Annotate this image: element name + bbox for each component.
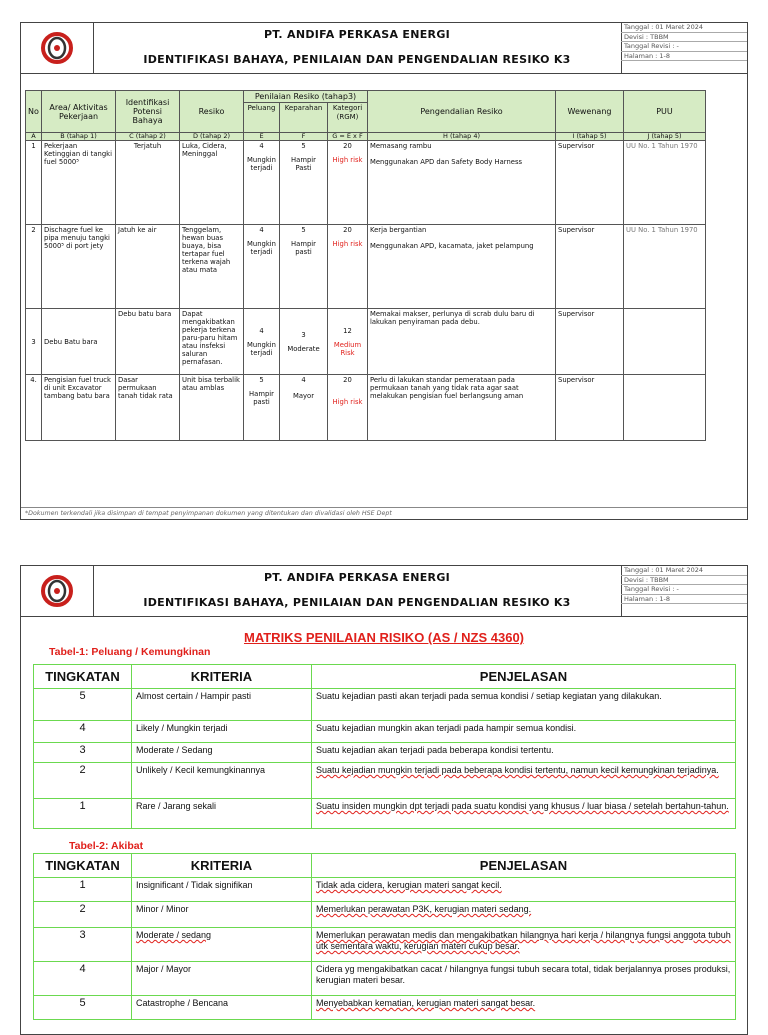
kategori-label: High risk	[332, 240, 363, 248]
cell-peluang	[244, 375, 280, 441]
table-row	[34, 878, 736, 902]
cell-level: 1	[34, 878, 132, 902]
cell-level: 5	[34, 689, 132, 721]
table-row	[34, 721, 736, 743]
step-label: D (tahap 2)	[180, 133, 244, 141]
cell-kriteria: Catastrophe / Bencana	[132, 996, 312, 1020]
table-row	[34, 763, 736, 799]
cell-keparahan	[280, 309, 328, 375]
step-label: E	[244, 133, 280, 141]
cell-bahaya: Dasar permukaan tanah tidak rata	[116, 375, 180, 441]
cell-level: 5	[34, 996, 132, 1020]
cell-penjelasan: Suatu kejadian mungkin akan terjadi pada hampir semua kondisi.	[312, 721, 736, 743]
peluang-value: 4	[259, 142, 264, 150]
cell-penjelasan: Suatu kejadian mungkin terjadi pada beberapa kondisi tertentu, namun kecil kemungkinan terjadinya.	[312, 763, 736, 799]
keparahan-label: Moderate	[287, 344, 320, 353]
cell-kriteria: Moderate / Sedang	[132, 743, 312, 763]
meta-date: Tanggal : 01 Maret 2024	[621, 23, 747, 33]
company-logo-icon	[40, 31, 74, 65]
matrix-title: MATRIKS PENILAIAN RISIKO (AS / NZS 4360)	[243, 630, 524, 645]
meta-revision-date: Tanggal Revisi : -	[621, 42, 747, 52]
step-label: J (tahap 5)	[624, 133, 706, 141]
document-title: IDENTIFIKASI BAHAYA, PENILAIAN DAN PENGENDALIAN RESIKO K3	[143, 53, 571, 66]
cell-kriteria: Rare / Jarang sekali	[132, 799, 312, 829]
step-label: C (tahap 2)	[116, 133, 180, 141]
kategori-value: 20	[343, 226, 352, 234]
cell-kriteria: Unlikely / Kecil kemungkinannya	[132, 763, 312, 799]
table-2-title: Tabel-2: Akibat	[69, 840, 144, 852]
document-title: IDENTIFIKASI BAHAYA, PENILAIAN DAN PENGENDALIAN RESIKO K3	[143, 596, 571, 609]
cell-resiko: Luka, Cidera, Meninggal	[180, 141, 244, 225]
cell-bahaya: Terjatuh	[116, 141, 180, 225]
document-meta	[621, 566, 747, 616]
footer-note: *Dokumen terkendali jika disimpan di tempat penyimpanan dokumen yang ditentukan dan divalidasi oleh HSE Dept	[25, 510, 392, 517]
cell-kriteria: Likely / Mungkin terjadi	[132, 721, 312, 743]
step-label: F	[280, 133, 328, 141]
pengendalian-line: Memasang rambu	[370, 142, 432, 150]
col-header-wewenang: Wewenang	[556, 91, 624, 133]
consequence-table	[33, 853, 736, 1020]
kategori-value: 20	[343, 142, 352, 150]
cell-wewenang: Supervisor	[556, 141, 624, 225]
col-header-resiko: Resiko	[180, 91, 244, 133]
table-row	[26, 375, 706, 441]
kategori-label: High risk	[332, 156, 363, 164]
company-logo	[21, 23, 94, 73]
keparahan-value: 5	[301, 142, 306, 150]
col-header-penilaian: Penilaian Resiko (tahap3)	[244, 91, 368, 103]
cell-level: 2	[34, 763, 132, 799]
keparahan-label: Hampir pasti	[291, 240, 316, 256]
keparahan-label: Hampir Pasti	[291, 156, 316, 172]
peluang-value: 5	[259, 376, 264, 384]
cell-puu: UU No. 1 Tahun 1970	[624, 225, 706, 309]
cell-keparahan	[280, 225, 328, 309]
pengendalian-line: Memakai makser, perlunya di scrab dulu baru di lakukan penyiraman pada debu.	[370, 310, 535, 326]
cell-penjelasan: Memerlukan perawatan P3K, kerugian materi sedang.	[312, 902, 736, 928]
pengendalian-line: Perlu di lakukan standar pemerataan pada permukaan tanah yang tidak rata agar saat melakukan pengisian fuel berlangsung aman	[370, 376, 524, 400]
cell-area: Dischagre fuel ke pipa menuju tangki 5000⁵ di port jety	[42, 225, 116, 309]
step-label: I (tahap 5)	[556, 133, 624, 141]
table-row	[34, 996, 736, 1020]
cell-pengendalian	[368, 375, 556, 441]
col-header-tingkatan: TINGKATAN	[34, 854, 132, 878]
cell-level: 3	[34, 743, 132, 763]
meta-division: Devisi : TBBM	[621, 33, 747, 43]
keparahan-value: 3	[301, 330, 306, 339]
cell-pengendalian	[368, 225, 556, 309]
keparahan-value: 5	[301, 226, 306, 234]
cell-resiko: Tenggelam, hewan buas buaya, bisa tertapar fuel terkena wajah atau mata	[180, 225, 244, 309]
cell-resiko: Unit bisa terbalik atau amblas	[180, 375, 244, 441]
cell-penjelasan: Suatu kejadian pasti akan terjadi pada semua kondisi / setiap kegiatan yang dilakukan.	[312, 689, 736, 721]
keparahan-value: 4	[301, 376, 306, 384]
meta-revision-date: Tanggal Revisi : -	[621, 585, 747, 595]
cell-kriteria: Major / Mayor	[132, 962, 312, 996]
cell-bahaya: Jatuh ke air	[116, 225, 180, 309]
table-row	[34, 928, 736, 962]
table-row	[34, 743, 736, 763]
col-header-kriteria: KRITERIA	[132, 854, 312, 878]
cell-peluang	[244, 225, 280, 309]
meta-page: Halaman : 1-8	[621, 595, 747, 605]
header-title-cell	[93, 23, 622, 73]
cell-kriteria: Minor / Minor	[132, 902, 312, 928]
cell-kategori	[328, 309, 368, 375]
cell-level: 1	[34, 799, 132, 829]
cell-level: 2	[34, 902, 132, 928]
document-header	[21, 23, 747, 74]
company-logo-icon	[40, 574, 74, 608]
step-label: G = E x F	[328, 133, 368, 141]
cell-penjelasan: Memerlukan perawatan medis dan mengakibatkan hilangnya hari kerja / hilangnya fungsi anggota tubuh utk sementara waktu, kerugian materi cukup besar.	[312, 928, 736, 962]
meta-date: Tanggal : 01 Maret 2024	[621, 566, 747, 576]
cell-level: 4	[34, 721, 132, 743]
document-header	[21, 566, 747, 617]
table-row	[34, 689, 736, 721]
col-header-area: Area/ Aktivitas Pekerjaan	[42, 91, 116, 133]
cell-peluang	[244, 141, 280, 225]
col-header-penjelasan: PENJELASAN	[312, 665, 736, 689]
pengendalian-line: Menggunakan APD dan Safety Body Harness	[370, 158, 523, 166]
kategori-label: High risk	[332, 398, 363, 406]
cell-no: 3	[26, 309, 42, 375]
col-header-keparahan: Keparahan	[280, 103, 328, 133]
table-row	[34, 902, 736, 928]
cell-penjelasan: Tidak ada cidera, kerugian materi sangat kecil.	[312, 878, 736, 902]
col-header-tingkatan: TINGKATAN	[34, 665, 132, 689]
cell-no: 1	[26, 141, 42, 225]
step-label: A	[26, 133, 42, 141]
meta-page: Halaman : 1-8	[621, 52, 747, 62]
table-1-title: Tabel-1: Peluang / Kemungkinan	[49, 646, 211, 658]
peluang-label: Hampir pasti	[249, 390, 274, 406]
pengendalian-line: Kerja bergantian	[370, 226, 427, 234]
peluang-value: 4	[259, 326, 264, 335]
cell-no: 2	[26, 225, 42, 309]
risk-assessment-table	[25, 90, 706, 441]
kategori-value: 20	[343, 376, 352, 384]
table-row	[34, 799, 736, 829]
cell-pengendalian	[368, 309, 556, 375]
cell-peluang	[244, 309, 280, 375]
cell-pengendalian	[368, 141, 556, 225]
cell-wewenang: Supervisor	[556, 225, 624, 309]
cell-kategori	[328, 225, 368, 309]
cell-area: Pengisian fuel truck di unit Excavator tambang batu bara	[42, 375, 116, 441]
peluang-value: 4	[259, 226, 264, 234]
cell-penjelasan: Cidera yg mengakibatkan cacat / hilangnya fungsi tubuh secara total, tidak berjalannya proses produksi, kerugian materi besar.	[312, 962, 736, 996]
cell-level: 4	[34, 962, 132, 996]
kategori-value: 12	[343, 326, 352, 335]
company-name: PT. ANDIFA PERKASA ENERGI	[263, 28, 451, 41]
cell-kriteria: Almost certain / Hampir pasti	[132, 689, 312, 721]
header-title-cell	[93, 566, 622, 616]
table-row	[26, 141, 706, 225]
col-header-penjelasan: PENJELASAN	[312, 854, 736, 878]
table-row	[26, 309, 706, 375]
table-row	[26, 225, 706, 309]
col-header-kriteria: KRITERIA	[132, 665, 312, 689]
keparahan-label: Mayor	[292, 392, 314, 400]
cell-penjelasan: Menyebabkan kematian, kerugian materi sangat besar.	[312, 996, 736, 1020]
meta-division: Devisi : TBBM	[621, 576, 747, 586]
cell-area: Pekerjaan Ketinggian di tangki fuel 5000⁵	[42, 141, 116, 225]
cell-bahaya: Debu batu bara	[116, 309, 180, 375]
cell-penjelasan: Suatu kejadian akan terjadi pada beberapa kondisi tertentu.	[312, 743, 736, 763]
pengendalian-line: Menggunakan APD, kacamata, jaket pelampung	[370, 242, 534, 250]
company-name: PT. ANDIFA PERKASA ENERGI	[263, 571, 451, 584]
probability-table	[33, 664, 736, 829]
company-logo	[21, 566, 94, 616]
peluang-label: Mungkin terjadi	[247, 240, 276, 256]
cell-resiko: Dapat mengakibatkan pekerja terkena paru-paru hitam atau insfeksi saluran pernafasan.	[180, 309, 244, 375]
step-label: H (tahap 4)	[368, 133, 556, 141]
cell-puu	[624, 309, 706, 375]
cell-kriteria: Insignificant / Tidak signifikan	[132, 878, 312, 902]
kategori-label: Medium Risk	[333, 340, 362, 357]
step-label: B (tahap 1)	[42, 133, 116, 141]
col-header-pengendalian: Pengendalian Resiko	[368, 91, 556, 133]
cell-penjelasan: Suatu insiden mungkin dpt terjadi pada suatu kondisi yang khusus / luar biasa / setelah bertahun-tahun.	[312, 799, 736, 829]
document-meta	[621, 23, 747, 73]
col-header-no: No	[26, 91, 42, 133]
col-header-identifikasi: Identifikasi Potensi Bahaya	[116, 91, 180, 133]
cell-wewenang: Supervisor	[556, 375, 624, 441]
cell-keparahan	[280, 141, 328, 225]
table-row	[34, 962, 736, 996]
cell-kategori	[328, 141, 368, 225]
col-header-kategori: Kategori (RGM)	[328, 103, 368, 133]
peluang-label: Mungkin terjadi	[247, 340, 276, 357]
col-header-peluang: Peluang	[244, 103, 280, 133]
cell-wewenang: Supervisor	[556, 309, 624, 375]
cell-puu	[624, 375, 706, 441]
document-page-1	[20, 22, 748, 520]
cell-level: 3	[34, 928, 132, 962]
footer-divider	[21, 507, 747, 508]
peluang-label: Mungkin terjadi	[247, 156, 276, 172]
cell-puu: UU No. 1 Tahun 1970	[624, 141, 706, 225]
cell-area: Debu Batu bara	[42, 309, 116, 375]
col-header-puu: PUU	[624, 91, 706, 133]
cell-no: 4.	[26, 375, 42, 441]
cell-keparahan	[280, 375, 328, 441]
cell-kriteria: Moderate / sedang	[132, 928, 312, 962]
document-page-2	[20, 565, 748, 1035]
cell-kategori	[328, 375, 368, 441]
